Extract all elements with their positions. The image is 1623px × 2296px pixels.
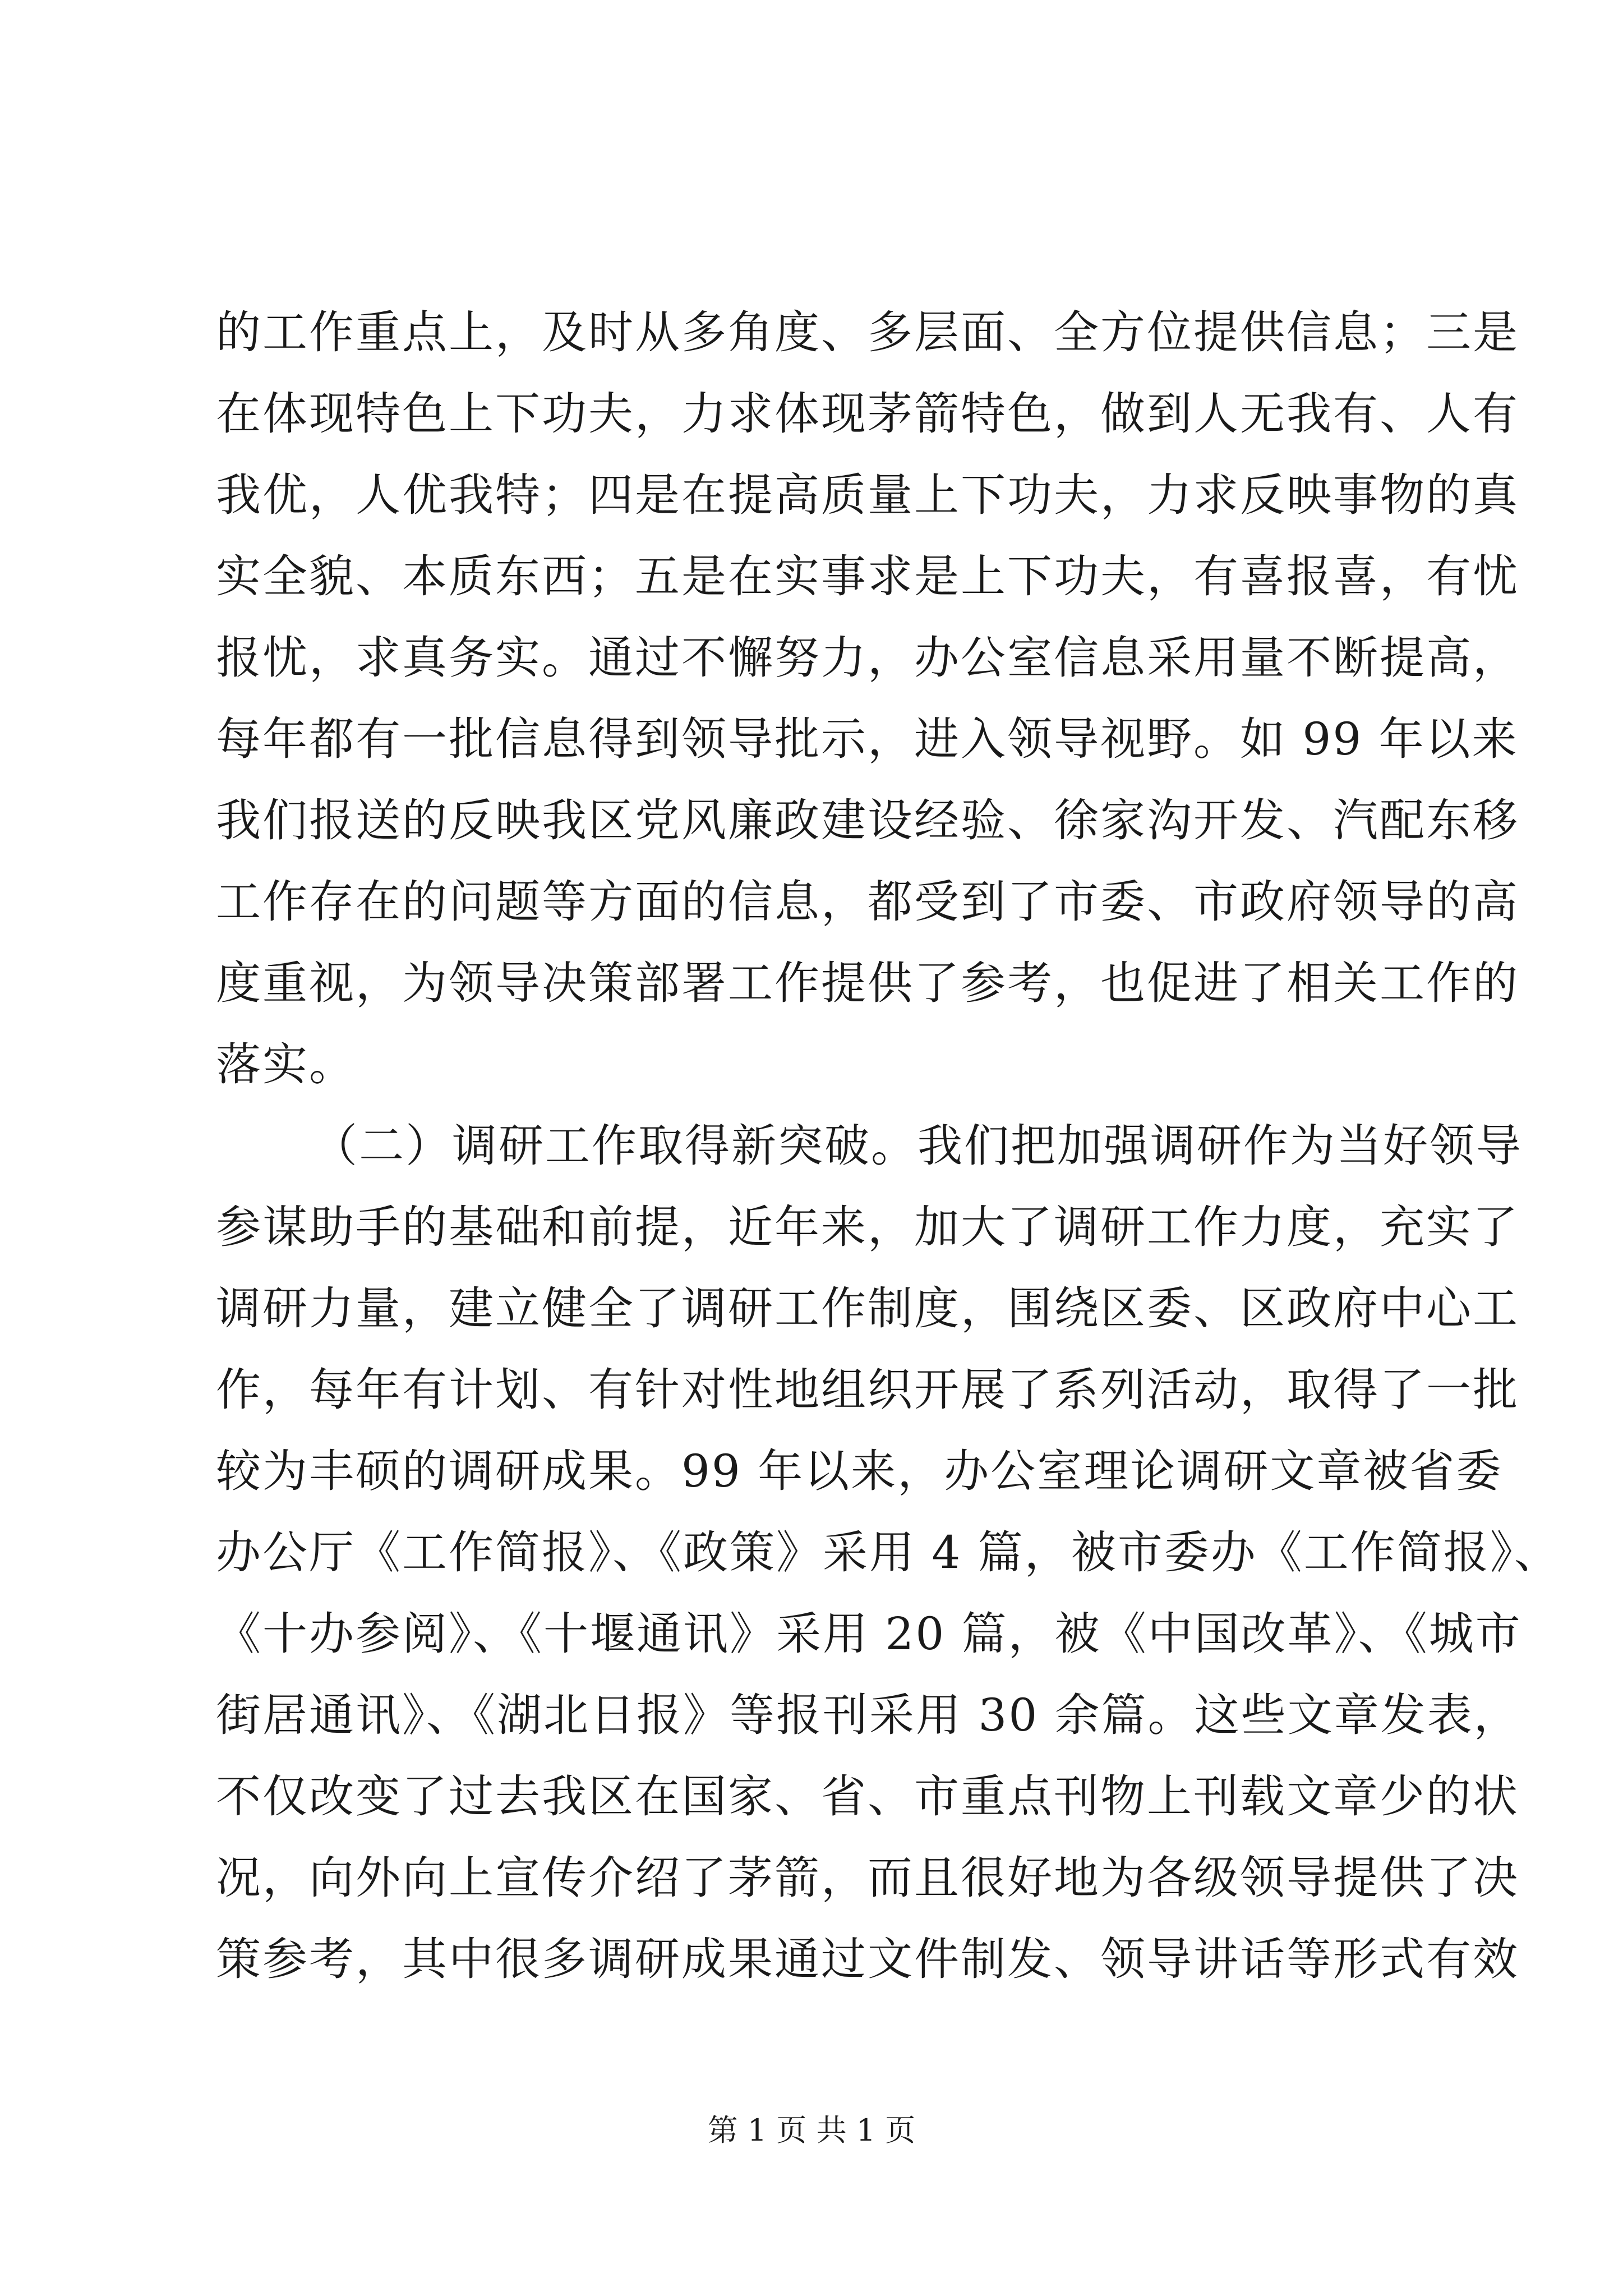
body-line-17: 《十办参阅》、《十堰通讯》采用 20 篇，被《中国改革》、《城市 — [216, 1608, 1522, 1660]
document-body — [216, 292, 1561, 2000]
body-line-18: 街居通讯》、《湖北日报》等报刊采用 30 余篇。这些文章发表， — [216, 1689, 1520, 1741]
body-line-1: 的工作重点上，及时从多角度、多层面、全方位提供信息；三是 — [216, 306, 1519, 358]
body-line-19: 不仅改变了过去我区在国家、省、市重点刊物上刊载文章少的状 — [216, 1770, 1519, 1823]
body-line-14: 作，每年有计划、有针对性地组织开展了系列活动，取得了一批 — [216, 1364, 1519, 1416]
body-line-21: 策参考，其中很多调研成果通过文件制发、领导讲话等形式有效 — [216, 1933, 1519, 1985]
body-line-3: 我优，人优我特；四是在提高质量上下功夫，力求反映事物的真 — [216, 469, 1519, 521]
body-line-7: 我们报送的反映我区党风廉政建设经验、徐家沟开发、汽配东移 — [216, 794, 1519, 846]
body-line-20: 况，向外向上宣传介绍了茅箭，而且很好地为各级领导提供了决 — [216, 1852, 1519, 1904]
body-line-2: 在体现特色上下功夫，力求体现茅箭特色，做到人无我有、人有 — [216, 388, 1519, 440]
body-line-10: 落实。 — [216, 1038, 356, 1091]
body-line-16: 办公厅《工作简报》、《政策》采用 4 篇，被市委办《工作简报》、 — [216, 1526, 1561, 1579]
section-heading-line: （二）调研工作取得新突破。我们把加强调研作为当好领导 — [312, 1120, 1523, 1172]
body-line-12: 参谋助手的基础和前提，近年来，加大了调研工作力度，充实了 — [216, 1201, 1519, 1253]
body-line-15: 较为丰硕的调研成果。99 年以来，办公室理论调研文章被省委 — [216, 1445, 1503, 1497]
body-line-13: 调研力量，建立健全了调研工作制度，围绕区委、区政府中心工 — [216, 1282, 1519, 1335]
body-line-4: 实全貌、本质东西；五是在实事求是上下功夫，有喜报喜，有忧 — [216, 550, 1519, 602]
body-line-5: 报忧，求真务实。通过不懈努力，办公室信息采用量不断提高， — [216, 632, 1519, 684]
body-line-8: 工作存在的问题等方面的信息，都受到了市委、市政府领导的高 — [216, 876, 1519, 928]
body-line-9: 度重视，为领导决策部署工作提供了参考，也促进了相关工作的 — [216, 957, 1519, 1009]
body-line-6: 每年都有一批信息得到领导批示，进入领导视野。如 99 年以来 — [216, 713, 1519, 765]
page-footer: 第 1 页 共 1 页 — [707, 2113, 916, 2148]
